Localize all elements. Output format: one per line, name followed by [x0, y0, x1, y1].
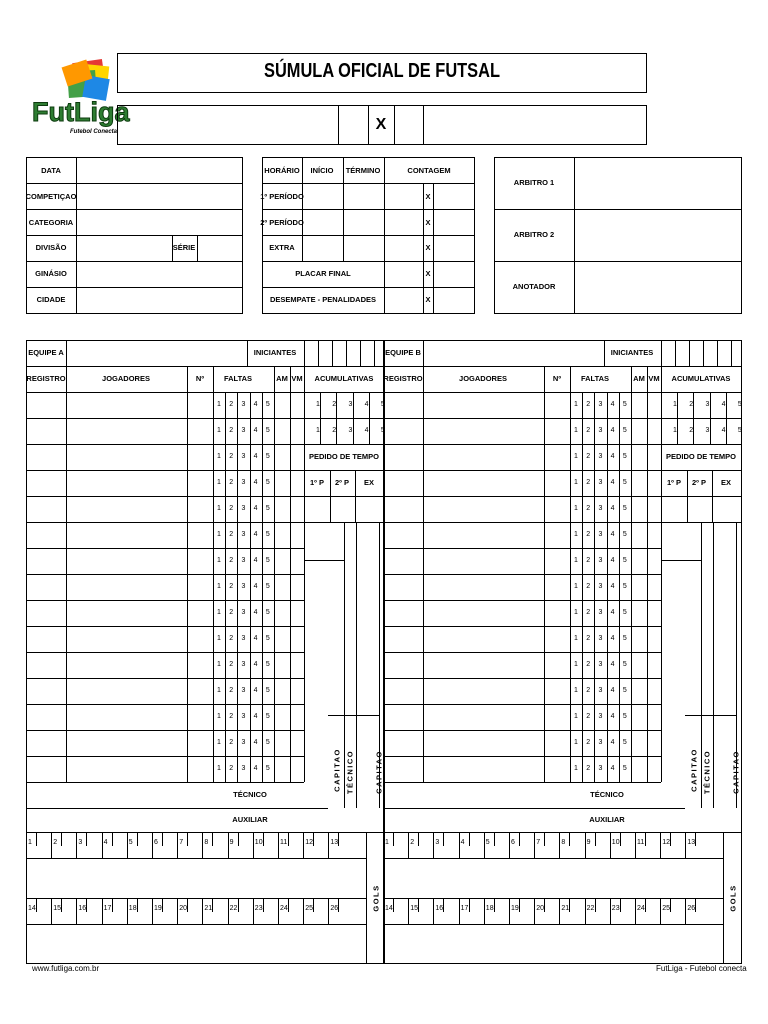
- falta-number: 5: [622, 609, 627, 616]
- gol-cell-number: 12: [305, 839, 313, 846]
- label-tecnico: TÉCNICO: [590, 790, 624, 799]
- falta-number: 4: [610, 583, 615, 590]
- x-placar: X: [425, 269, 431, 278]
- falta-number: 5: [265, 505, 270, 512]
- falta-number: 3: [241, 609, 246, 616]
- falta-number: 2: [229, 557, 234, 564]
- label-cidade: CIDADE: [36, 295, 66, 304]
- label-pedido-tempo: PEDIDO DE TEMPO: [665, 452, 737, 461]
- falta-number: 3: [241, 427, 246, 434]
- falta-number: 5: [622, 583, 627, 590]
- col-header-acumulativas: ACUMULATIVAS: [314, 374, 374, 383]
- label-iniciantes: INICIANTES: [610, 348, 654, 357]
- label-iniciantes: INICIANTES: [253, 348, 297, 357]
- falta-number: 4: [253, 739, 258, 746]
- falta-number: 5: [265, 401, 270, 408]
- falta-number: 2: [229, 453, 234, 460]
- falta-number: 5: [265, 687, 270, 694]
- falta-number: 4: [610, 557, 615, 564]
- gol-cell-number: 20: [536, 905, 544, 912]
- label-capitao: CAPITAO: [689, 748, 699, 792]
- gol-cell-number: 13: [330, 839, 339, 846]
- falta-number: 5: [622, 427, 627, 434]
- team-name-label: EQUIPE A: [28, 348, 64, 357]
- gol-cell-number: 22: [229, 905, 238, 912]
- falta-number: 1: [217, 453, 221, 460]
- falta-number: 3: [241, 635, 246, 642]
- label-periodo1: 1º PERÍODO: [260, 192, 304, 201]
- falta-number: 1: [574, 453, 578, 460]
- acumulativa-number: 1: [316, 427, 320, 434]
- x-extra: X: [425, 243, 431, 252]
- falta-number: 4: [253, 609, 258, 616]
- falta-number: 3: [241, 479, 246, 486]
- gol-cell-number: 26: [330, 905, 339, 912]
- col-header-jogadores: JOGADORES: [459, 374, 507, 383]
- label-contagem: CONTAGEM: [407, 166, 451, 175]
- falta-number: 4: [253, 713, 258, 720]
- falta-number: 1: [217, 557, 221, 564]
- falta-number: 5: [622, 765, 627, 772]
- gol-cell-number: 12: [662, 839, 670, 846]
- falta-number: 3: [598, 687, 603, 694]
- footer-url: www.futliga.com.br: [32, 964, 100, 973]
- footer-tagline: FutLiga - Futebol conecta: [656, 964, 747, 973]
- label-competicao: COMPETIÇAO: [25, 192, 77, 201]
- col-header-am: AM: [276, 374, 288, 383]
- label-pedido-tempo: PEDIDO DE TEMPO: [308, 452, 380, 461]
- falta-number: 2: [586, 687, 591, 694]
- label-ex: EX: [363, 478, 375, 487]
- falta-number: 2: [586, 427, 591, 434]
- falta-number: 1: [217, 687, 221, 694]
- falta-number: 2: [229, 739, 234, 746]
- x-periodo2: X: [425, 218, 431, 227]
- label-categoria: CATEGORIA: [28, 218, 74, 227]
- label-desempate: DESEMPATE - PENALIDADES: [270, 295, 376, 304]
- falta-number: 2: [229, 427, 234, 434]
- gol-cell-number: 16: [435, 905, 444, 912]
- col-header-faltas: FALTAS: [580, 374, 610, 383]
- falta-number: 1: [574, 505, 578, 512]
- falta-number: 3: [598, 505, 603, 512]
- falta-number: 2: [586, 401, 591, 408]
- col-header-numero: Nº: [552, 374, 562, 383]
- falta-number: 1: [217, 505, 221, 512]
- gol-cell-number: 11: [637, 839, 645, 846]
- falta-number: 2: [586, 739, 591, 746]
- gol-cell-number: 17: [460, 905, 469, 912]
- label-arbitro1: ARBITRO 1: [513, 178, 555, 187]
- falta-number: 4: [253, 531, 258, 538]
- gol-cell-number: 15: [410, 905, 418, 912]
- gol-cell-number: 8: [204, 839, 209, 846]
- falta-number: 1: [217, 713, 221, 720]
- gol-cell-number: 19: [154, 905, 162, 912]
- falta-number: 1: [574, 635, 578, 642]
- falta-number: 2: [229, 401, 234, 408]
- gol-cell-number: 21: [561, 905, 570, 912]
- acumulativa-number: 3: [348, 427, 353, 434]
- falta-number: 5: [622, 739, 627, 746]
- col-header-registro: REGISTRO: [383, 374, 423, 383]
- falta-number: 4: [610, 635, 615, 642]
- falta-number: 5: [265, 557, 270, 564]
- label-periodo2: 2º PERÍODO: [260, 218, 304, 227]
- label-inicio: INÍCIO: [310, 166, 334, 175]
- falta-number: 1: [574, 427, 578, 434]
- label-2p: 2º P: [335, 478, 349, 487]
- falta-number: 3: [598, 609, 603, 616]
- gol-cell-number: 14: [28, 905, 36, 912]
- falta-number: 5: [622, 557, 627, 564]
- falta-number: 2: [586, 531, 591, 538]
- falta-number: 1: [574, 687, 578, 694]
- gol-cell-number: 17: [103, 905, 112, 912]
- col-header-vm: VM: [648, 374, 660, 383]
- falta-number: 4: [610, 531, 615, 538]
- futliga-logo: [28, 55, 130, 140]
- falta-number: 5: [265, 609, 270, 616]
- falta-number: 2: [586, 713, 591, 720]
- falta-number: 3: [598, 739, 603, 746]
- label-auxiliar: AUXILIAR: [232, 815, 268, 824]
- gol-cell-number: 14: [385, 905, 393, 912]
- acumulativa-number: 4: [364, 427, 369, 434]
- gol-cell-number: 19: [511, 905, 519, 912]
- gol-cell-number: 3: [435, 839, 440, 846]
- falta-number: 4: [253, 583, 258, 590]
- falta-number: 5: [622, 505, 627, 512]
- falta-number: 3: [598, 401, 603, 408]
- falta-number: 4: [610, 505, 615, 512]
- gol-cell-number: 24: [637, 905, 645, 912]
- acumulativa-number: 5: [737, 427, 742, 434]
- team-name-label: EQUIPE B: [385, 348, 421, 357]
- falta-number: 4: [253, 635, 258, 642]
- label-placar: PLACAR FINAL: [295, 269, 351, 278]
- falta-number: 3: [241, 765, 246, 772]
- acumulativa-number: 5: [380, 401, 385, 408]
- page-title: SÚMULA OFICIAL DE FUTSAL: [264, 60, 500, 82]
- falta-number: 5: [265, 531, 270, 538]
- label-1p: 1º P: [310, 478, 324, 487]
- falta-number: 1: [217, 531, 221, 538]
- falta-number: 1: [574, 713, 578, 720]
- col-header-vm: VM: [291, 374, 303, 383]
- falta-number: 1: [217, 479, 221, 486]
- falta-number: 1: [217, 635, 221, 642]
- falta-number: 5: [622, 401, 627, 408]
- falta-number: 2: [229, 583, 234, 590]
- falta-number: 2: [586, 635, 591, 642]
- acumulativa-number: 2: [332, 427, 337, 434]
- acumulativa-number: 1: [673, 427, 677, 434]
- falta-number: 3: [241, 687, 246, 694]
- acumulativa-number: 1: [673, 401, 677, 408]
- falta-number: 2: [586, 505, 591, 512]
- falta-number: 3: [241, 401, 246, 408]
- falta-number: 4: [610, 479, 615, 486]
- gol-cell-number: 5: [128, 839, 133, 846]
- falta-number: 4: [253, 401, 258, 408]
- falta-number: 2: [229, 765, 234, 772]
- acumulativa-number: 2: [689, 401, 694, 408]
- falta-number: 1: [574, 583, 578, 590]
- falta-number: 4: [610, 661, 615, 668]
- falta-number: 4: [253, 687, 258, 694]
- falta-number: 3: [241, 583, 246, 590]
- falta-number: 5: [265, 635, 270, 642]
- gol-cell-number: 1: [385, 839, 389, 846]
- falta-number: 3: [598, 713, 603, 720]
- svg-text:FutLiga: FutLiga: [32, 97, 130, 127]
- label-gols: GOLS: [371, 884, 381, 912]
- x-desempate: X: [425, 295, 431, 304]
- falta-number: 4: [610, 427, 615, 434]
- gol-cell-number: 24: [280, 905, 288, 912]
- falta-number: 2: [229, 531, 234, 538]
- falta-number: 1: [574, 765, 578, 772]
- falta-number: 1: [217, 765, 221, 772]
- falta-number: 4: [253, 661, 258, 668]
- falta-number: 5: [265, 583, 270, 590]
- label-tecnico-vertical: TÉCNICO: [702, 749, 712, 795]
- falta-number: 1: [217, 661, 221, 668]
- logo-tagline: Futebol Conecta: [70, 129, 118, 135]
- falta-number: 3: [241, 505, 246, 512]
- falta-number: 5: [622, 635, 627, 642]
- falta-number: 5: [622, 479, 627, 486]
- falta-number: 5: [622, 687, 627, 694]
- label-divisao: DIVISÃO: [35, 243, 67, 252]
- gol-cell-number: 4: [460, 839, 465, 846]
- falta-number: 1: [574, 401, 578, 408]
- gol-cell-number: 2: [53, 839, 58, 846]
- falta-number: 1: [574, 531, 578, 538]
- gol-cell-number: 25: [662, 905, 670, 912]
- acumulativa-number: 4: [364, 401, 369, 408]
- label-tecnico-vertical: TÉCNICO: [345, 749, 355, 795]
- falta-number: 5: [265, 661, 270, 668]
- acumulativa-number: 4: [721, 427, 726, 434]
- falta-number: 1: [574, 479, 578, 486]
- col-header-faltas: FALTAS: [223, 374, 253, 383]
- falta-number: 1: [217, 583, 221, 590]
- falta-number: 3: [598, 765, 603, 772]
- gol-cell-number: 15: [53, 905, 61, 912]
- gol-cell-number: 23: [611, 905, 620, 912]
- gol-cell-number: 25: [305, 905, 313, 912]
- falta-number: 3: [241, 557, 246, 564]
- falta-number: 2: [229, 687, 234, 694]
- falta-number: 4: [610, 453, 615, 460]
- falta-number: 5: [622, 453, 627, 460]
- falta-number: 3: [241, 739, 246, 746]
- acumulativa-number: 5: [737, 401, 742, 408]
- label-extra: EXTRA: [269, 243, 295, 252]
- falta-number: 5: [622, 713, 627, 720]
- falta-number: 4: [253, 557, 258, 564]
- falta-number: 2: [229, 635, 234, 642]
- falta-number: 5: [265, 479, 270, 486]
- col-header-numero: Nº: [195, 374, 205, 383]
- gol-cell-number: 3: [78, 839, 83, 846]
- falta-number: 4: [610, 687, 615, 694]
- falta-number: 2: [229, 609, 234, 616]
- acumulativa-number: 3: [705, 401, 710, 408]
- falta-number: 3: [241, 531, 246, 538]
- falta-number: 3: [598, 557, 603, 564]
- col-header-acumulativas: ACUMULATIVAS: [671, 374, 731, 383]
- falta-number: 3: [598, 531, 603, 538]
- col-header-am: AM: [633, 374, 645, 383]
- label-capitao-2: CAPITAO: [731, 750, 741, 794]
- col-header-jogadores: JOGADORES: [102, 374, 150, 383]
- acumulativa-number: 5: [380, 427, 385, 434]
- gol-cell-number: 20: [179, 905, 187, 912]
- label-horario: HORÁRIO: [264, 166, 300, 175]
- gol-cell-number: 1: [28, 839, 32, 846]
- falta-number: 2: [229, 505, 234, 512]
- falta-number: 1: [217, 739, 221, 746]
- gol-cell-number: 6: [154, 839, 158, 846]
- label-auxiliar: AUXILIAR: [589, 815, 625, 824]
- acumulativa-number: 2: [332, 401, 337, 408]
- gol-cell-number: 8: [561, 839, 566, 846]
- acumulativa-number: 1: [316, 401, 320, 408]
- label-ex: EX: [720, 478, 732, 487]
- falta-number: 4: [610, 765, 615, 772]
- falta-number: 4: [253, 427, 258, 434]
- label-termino: TÉRMINO: [345, 166, 381, 175]
- falta-number: 1: [217, 401, 221, 408]
- falta-number: 3: [598, 479, 603, 486]
- gol-cell-number: 6: [511, 839, 515, 846]
- falta-number: 3: [598, 427, 603, 434]
- gol-cell-number: 18: [485, 905, 494, 912]
- falta-number: 2: [586, 583, 591, 590]
- label-capitao: CAPITAO: [332, 748, 342, 792]
- falta-number: 2: [586, 557, 591, 564]
- gol-cell-number: 26: [687, 905, 696, 912]
- gol-cell-number: 7: [536, 839, 541, 846]
- gol-cell-number: 23: [254, 905, 263, 912]
- falta-number: 5: [622, 531, 627, 538]
- falta-number: 2: [229, 661, 234, 668]
- falta-number: 5: [265, 739, 270, 746]
- falta-number: 5: [622, 661, 627, 668]
- gol-cell-number: 9: [586, 839, 591, 846]
- falta-number: 2: [229, 713, 234, 720]
- falta-number: 3: [598, 583, 603, 590]
- falta-number: 2: [586, 453, 591, 460]
- falta-number: 3: [598, 661, 603, 668]
- falta-number: 4: [610, 739, 615, 746]
- label-data: DATA: [41, 166, 61, 175]
- label-ginasio: GINÁSIO: [35, 269, 67, 278]
- falta-number: 4: [253, 765, 258, 772]
- label-capitao-2: CAPITAO: [374, 750, 384, 794]
- falta-number: 4: [610, 401, 615, 408]
- falta-number: 4: [253, 453, 258, 460]
- falta-number: 3: [241, 713, 246, 720]
- falta-number: 4: [610, 609, 615, 616]
- falta-number: 3: [598, 635, 603, 642]
- gol-cell-number: 10: [611, 839, 620, 846]
- col-header-registro: REGISTRO: [26, 374, 66, 383]
- label-serie: SÉRIE: [172, 243, 196, 252]
- falta-number: 2: [586, 661, 591, 668]
- falta-number: 2: [586, 765, 591, 772]
- falta-number: 5: [265, 427, 270, 434]
- falta-number: 1: [217, 609, 221, 616]
- acumulativa-number: 2: [689, 427, 694, 434]
- versus-label: X: [375, 116, 387, 133]
- falta-number: 2: [586, 479, 591, 486]
- x-periodo1: X: [425, 192, 431, 201]
- falta-number: 2: [586, 609, 591, 616]
- gol-cell-number: 4: [103, 839, 108, 846]
- falta-number: 1: [217, 427, 221, 434]
- gol-cell-number: 2: [410, 839, 415, 846]
- gol-cell-number: 9: [229, 839, 234, 846]
- acumulativa-number: 3: [705, 427, 710, 434]
- falta-number: 5: [265, 713, 270, 720]
- label-gols: GOLS: [728, 884, 738, 912]
- falta-number: 4: [253, 505, 258, 512]
- falta-number: 3: [241, 661, 246, 668]
- label-1p: 1º P: [667, 478, 681, 487]
- gol-cell-number: 22: [586, 905, 595, 912]
- label-arbitro2: ARBITRO 2: [513, 230, 555, 239]
- falta-number: 4: [610, 713, 615, 720]
- falta-number: 1: [574, 661, 578, 668]
- gol-cell-number: 21: [204, 905, 213, 912]
- falta-number: 3: [241, 453, 246, 460]
- gol-cell-number: 16: [78, 905, 87, 912]
- falta-number: 1: [574, 557, 578, 564]
- gol-cell-number: 18: [128, 905, 137, 912]
- gol-cell-number: 5: [485, 839, 490, 846]
- label-tecnico: TÉCNICO: [233, 790, 267, 799]
- label-anotador: ANOTADOR: [512, 282, 556, 291]
- falta-number: 1: [574, 739, 578, 746]
- gol-cell-number: 10: [254, 839, 263, 846]
- falta-number: 5: [265, 765, 270, 772]
- gol-cell-number: 11: [280, 839, 288, 846]
- acumulativa-number: 4: [721, 401, 726, 408]
- gol-cell-number: 13: [687, 839, 696, 846]
- falta-number: 2: [229, 479, 234, 486]
- falta-number: 5: [265, 453, 270, 460]
- falta-number: 1: [574, 609, 578, 616]
- acumulativa-number: 3: [348, 401, 353, 408]
- falta-number: 3: [598, 453, 603, 460]
- label-2p: 2º P: [692, 478, 706, 487]
- gol-cell-number: 7: [179, 839, 184, 846]
- falta-number: 4: [253, 479, 258, 486]
